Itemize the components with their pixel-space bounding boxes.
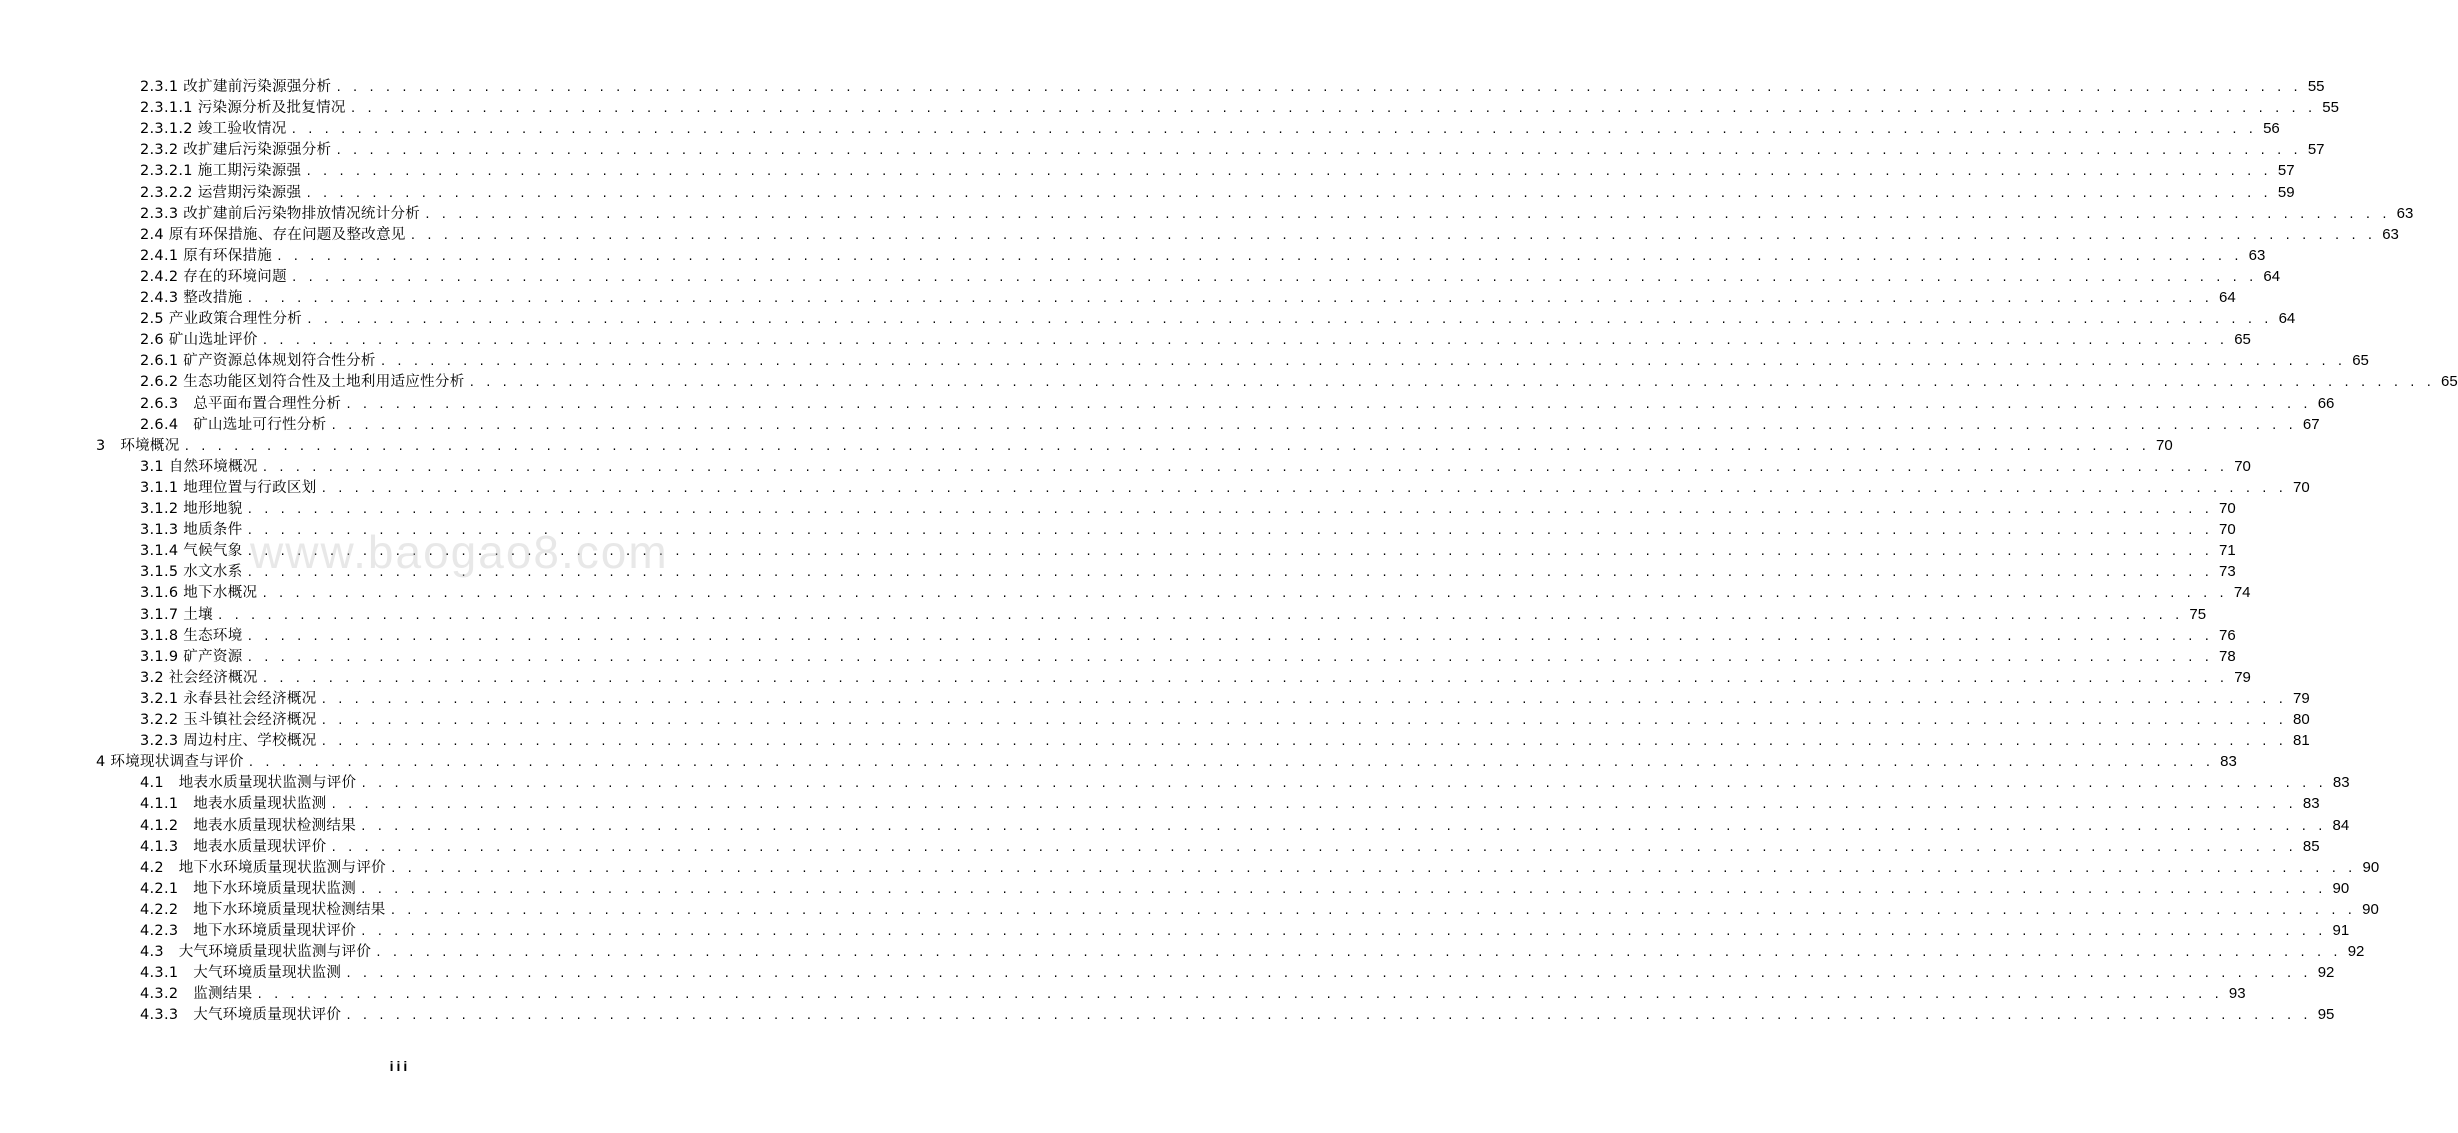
toc-entry-title: 2.6 矿山选址评价: [140, 332, 258, 349]
toc-entry-page: 71: [2219, 542, 2236, 560]
watermark: www.baogao8.com: [250, 526, 669, 578]
toc-entry-title: 2.4.1 原有环保措施: [140, 247, 273, 264]
toc-entry-page: 85: [2302, 837, 2320, 855]
toc-entry[interactable]: [140, 309, 2296, 329]
toc-entry[interactable]: [140, 562, 2236, 582]
toc-entry-title: 4.1.3 地表水质量现状评价: [140, 838, 327, 855]
toc-leader-dots: . . . . . . . . . . . . . . . . . . . . . . . . . . . . . . . . . . . . . . . . . . . . . . . . . . . . . . . . . . . . . . . . . . . . . . . . . . . . . . . . . . . . . . . . . . . . . . . . . . . . . . . . . . . . . . . . . . . . . . . .: [360, 819, 2326, 833]
toc-leader-dots: . . . . . . . . . . . . . . . . . . . . . . . . . . . . . . . . . . . . . . . . . . . . . . . . . . . . . . . . . . . . . . . . . . . . . . . . . . . . . . . . . . . . . . . . . . . . . . . . . . . . . . . . . . . . . . . . . . . . . . . .: [305, 186, 2271, 200]
toc-entry[interactable]: [140, 668, 2251, 688]
toc-entry[interactable]: [140, 267, 2281, 287]
toc-entry-page: 55: [2322, 99, 2339, 117]
toc-entry-title: 4.1.2 地表水质量现状检测结果: [140, 817, 356, 834]
toc-leader-dots: . . . . . . . . . . . . . . . . . . . . . . . . . . . . . . . . . . . . . . . . . . . . . . . . . . . . . . . . . . . . . . . . . . . . . . . . . . . . . . . . . . . . . . . . . . . . . . . . . . . . . . . . . . . . . . . . . . . . . . . .: [360, 925, 2326, 938]
toc-entry-title: 3.1.3 地质条件: [140, 522, 243, 539]
toc-entry-title: 2.6.3 总平面布置合理性分析: [140, 395, 342, 412]
toc-leader-dots: . . . . . . . . . . . . . . . . . . . . . . . . . . . . . . . . . . . . . . . . . . . . . . . . . . . . . . . . . . . . . . . . . . . . . . . . . . . . . . . . . . . . . . . . . . . . . . . . . . . . . . . . . . . . . . . . . . . . . . . .: [216, 608, 2183, 622]
toc-entry[interactable]: [96, 436, 2173, 456]
toc-entry-title: 3.1.9 矿产资源: [140, 648, 243, 665]
toc-entry[interactable]: [140, 119, 2280, 139]
toc-entry[interactable]: [140, 1005, 2335, 1025]
toc-entry[interactable]: [140, 605, 2207, 625]
toc-entry[interactable]: [140, 689, 2310, 709]
toc-entry-title: 2.4.2 存在的环境问题: [140, 268, 287, 285]
toc-entry[interactable]: [140, 98, 2339, 118]
toc-leader-dots: . . . . . . . . . . . . . . . . . . . . . . . . . . . . . . . . . . . . . . . . . . . . . . . . . . . . . . . . . . . . . . . . . . . . . . . . . . . . . . . . . . . . . . . . . . . . . . . . . . . . . . . . . . . . . . . . . . . . . . . .: [246, 292, 2212, 305]
toc-entry-title: 2.4 原有环保措施、存在问题及整改意见: [140, 226, 406, 243]
toc-entry-title: 4.2 地下水环境质量现状监测与评价: [140, 859, 386, 876]
toc-entry[interactable]: [140, 457, 2251, 477]
toc-entry[interactable]: [140, 520, 2236, 540]
toc-leader-dots: . . . . . . . . . . . . . . . . . . . . . . . . . . . . . . . . . . . . . . . . . . . . . . . . . . . . . . . . . . . . . . . . . . . . . . . . . . . . . . . . . . . . . . . . . . . . . . . . . . . . . . . . . . . . . . . . . . . . . . . .: [335, 144, 2301, 158]
toc-leader-dots: . . . . . . . . . . . . . . . . . . . . . . . . . . . . . . . . . . . . . . . . . . . . . . . . . . . . . . . . . . . . . . . . . . . . . . . . . . . . . . . . . . . . . . . . . . . . . . . . . . . . . . . . . . . . . . . . . . . . . . . .: [246, 629, 2212, 643]
toc-entry-page: 83: [2332, 774, 2350, 792]
toc-entry[interactable]: [140, 773, 2350, 793]
toc-entry-page: 55: [2307, 78, 2325, 95]
toc-leader-dots: . . . . . . . . . . . . . . . . . . . . . . . . . . . . . . . . . . . . . . . . . . . . . . . . . . . . . . . . . . . . . . . . . . . . . . . . . . . . . . . . . . . . . . . . . . . . . . . . . . . . . . . . . . . . . . . . . . . . . . . .: [379, 355, 2345, 369]
toc-leader-dots: . . . . . . . . . . . . . . . . . . . . . . . . . . . . . . . . . . . . . . . . . . . . . . . . . . . . . . . . . . . . . . . . . . . . . . . . . . . . . . . . . . . . . . . . . . . . . . . . . . . . . . . . . . . . . . . . . . . . . . . .: [320, 714, 2286, 727]
toc-entry[interactable]: [140, 246, 2266, 266]
toc-entry[interactable]: [140, 984, 2246, 1004]
toc-leader-dots: . . . . . . . . . . . . . . . . . . . . . . . . . . . . . . . . . . . . . . . . . . . . . . . . . . . . . . . . . . . . . . . . . . . . . . . . . . . . . . . . . . . . . . . . . . . . . . . . . . . . . . . . . . . . . . . . . . . . . . . .: [247, 756, 2213, 770]
toc-entry[interactable]: [140, 288, 2236, 308]
toc-entry-page: 64: [2263, 267, 2281, 285]
toc-entry-title: 3.2 社会经济概况: [140, 669, 258, 686]
toc-entry[interactable]: [140, 204, 2414, 224]
toc-entry[interactable]: [140, 583, 2251, 603]
toc-entry-title: 4.3.2 监测结果: [140, 986, 253, 1003]
toc-leader-dots: . . . . . . . . . . . . . . . . . . . . . . . . . . . . . . . . . . . . . . . . . . . . . . . . . . . . . . . . . . . . . . . . . . . . . . . . . . . . . . . . . . . . . . . . . . . . . . . . . . . . . . . . . . . . . . . . . . . . . . . .: [320, 735, 2286, 749]
toc-entry[interactable]: [140, 794, 2320, 814]
toc-entry-page: 66: [2317, 394, 2335, 412]
toc-entry[interactable]: [140, 140, 2325, 160]
toc-leader-dots: . . . . . . . . . . . . . . . . . . . . . . . . . . . . . . . . . . . . . . . . . . . . . . . . . . . . . . . . . . . . . . . . . . . . . . . . . . . . . . . . . . . . . . . . . . . . . . . . . . . . . . . . . . . . . . . . . . . . . . . .: [345, 397, 2311, 411]
toc-entry-page: 63: [2248, 246, 2266, 264]
toc-entry-page: 70: [2293, 478, 2310, 496]
toc-entry-title: 2.3.1.2 竣工验收情况: [140, 121, 287, 138]
toc-entry-title: 2.6.2 生态功能区划符合性及土地利用适应性分析: [140, 374, 465, 391]
toc-entry-title: 3.1.4 气候气象: [140, 543, 243, 560]
toc-entry-page: 80: [2293, 711, 2310, 728]
toc-entry[interactable]: [140, 626, 2236, 646]
toc-entry-title: 2.3.2.2 运营期污染源强: [140, 184, 302, 201]
toc-entry-title: 4.3.1 大气环境质量现状监测: [140, 965, 342, 982]
toc-entry-title: 2.4.3 整改措施: [140, 290, 243, 306]
toc-entry-title: 2.6.4 矿山选址可行性分析: [140, 416, 327, 433]
toc-leader-dots: . . . . . . . . . . . . . . . . . . . . . . . . . . . . . . . . . . . . . . . . . . . . . . . . . . . . . . . . . . . . . . . . . . . . . . . . . . . . . . . . . . . . . . . . . . . . . . . . . . . . . . . . . . . . . . . . . . . . . . . .: [468, 376, 2434, 390]
toc-entry-page: 70: [2219, 521, 2236, 539]
toc-entry[interactable]: [140, 942, 2365, 962]
toc-entry[interactable]: [140, 499, 2236, 519]
toc-entry-title: 2.5 产业政策合理性分析: [140, 311, 303, 328]
toc-entry[interactable]: [96, 752, 2237, 772]
toc-entry-title: 2.6.1 矿产资源总体规划符合性分析: [140, 353, 376, 370]
toc-leader-dots: . . . . . . . . . . . . . . . . . . . . . . . . . . . . . . . . . . . . . . . . . . . . . . . . . . . . . . . . . . . . . . . . . . . . . . . . . . . . . . . . . . . . . . . . . . . . . . . . . . . . . . . . . . . . . . . . . . . . . . . .: [375, 946, 2341, 960]
toc-leader-dots: . . . . . . . . . . . . . . . . . . . . . . . . . . . . . . . . . . . . . . . . . . . . . . . . . . . . . . . . . . . . . . . . . . . . . . . . . . . . . . . . . . . . . . . . . . . . . . . . . . . . . . . . . . . . . . . . . . . . . . . .: [261, 671, 2227, 685]
toc-entry-page: 73: [2219, 563, 2236, 581]
toc-leader-dots: . . . . . . . . . . . . . . . . . . . . . . . . . . . . . . . . . . . . . . . . . . . . . . . . . . . . . . . . . . . . . . . . . . . . . . . . . . . . . . . . . . . . . . . . . . . . . . . . . . . . . . . . . . . . . . . . . . . . . . . .: [335, 81, 2301, 94]
toc-entry[interactable]: [140, 394, 2335, 414]
toc-leader-dots: . . . . . . . . . . . . . . . . . . . . . . . . . . . . . . . . . . . . . . . . . . . . . . . . . . . . . . . . . . . . . . . . . . . . . . . . . . . . . . . . . . . . . . . . . . . . . . . . . . . . . . . . . . . . . . . . . . . . . . . .: [409, 228, 2375, 242]
toc-leader-dots: . . . . . . . . . . . . . . . . . . . . . . . . . . . . . . . . . . . . . . . . . . . . . . . . . . . . . . . . . . . . . . . . . . . . . . . . . . . . . . . . . . . . . . . . . . . . . . . . . . . . . . . . . . . . . . . . . . . . . . . .: [306, 313, 2272, 327]
toc-entry[interactable]: [140, 731, 2310, 751]
toc-entry[interactable]: [140, 900, 2379, 920]
toc-entry-page: 93: [2228, 985, 2246, 1003]
toc-entry-title: 3.1.7 土壤: [140, 606, 213, 623]
toc-entry[interactable]: [140, 541, 2236, 561]
toc-entry-page: 65: [2441, 373, 2458, 391]
toc-entry[interactable]: [140, 837, 2320, 857]
toc-entry-title: 3.1 自然环境概况: [140, 458, 258, 475]
toc-leader-dots: . . . . . . . . . . . . . . . . . . . . . . . . . . . . . . . . . . . . . . . . . . . . . . . . . . . . . . . . . . . . . . . . . . . . . . . . . . . . . . . . . . . . . . . . . . . . . . . . . . . . . . . . . . . . . . . . . . . . . . . .: [246, 545, 2212, 559]
toc-entry-title: 4.2.1 地下水环境质量现状监测: [140, 880, 356, 897]
toc-entry[interactable]: [140, 330, 2251, 350]
toc-entry-title: 3.1.8 生态环境: [140, 627, 243, 644]
page-number: iii: [389, 1058, 411, 1074]
toc-entry-page: 59: [2277, 183, 2295, 201]
toc-leader-dots: . . . . . . . . . . . . . . . . . . . . . . . . . . . . . . . . . . . . . . . . . . . . . . . . . . . . . . . . . . . . . . . . . . . . . . . . . . . . . . . . . . . . . . . . . . . . . . . . . . . . . . . . . . . . . . . . . . . . . . . .: [290, 123, 2256, 137]
toc-entry-page: 92: [2317, 964, 2335, 982]
toc-entry-page: 78: [2219, 647, 2236, 665]
toc-entry-page: 76: [2219, 626, 2236, 644]
toc-entry-page: 84: [2332, 816, 2350, 834]
toc-entry-title: 3.1.2 地形地貌: [140, 501, 243, 517]
toc-leader-dots: . . . . . . . . . . . . . . . . . . . . . . . . . . . . . . . . . . . . . . . . . . . . . . . . . . . . . . . . . . . . . . . . . . . . . . . . . . . . . . . . . . . . . . . . . . . . . . . . . . . . . . . . . . . . . . . . . . . . . . . .: [290, 270, 2257, 284]
toc-entry-title: 4.2.2 地下水环境质量现状检测结果: [140, 901, 386, 918]
toc-entry-page: 75: [2189, 605, 2207, 623]
toc-entry-title: 2.3.1 改扩建前污染源强分析: [140, 79, 332, 95]
toc-leader-dots: . . . . . . . . . . . . . . . . . . . . . . . . . . . . . . . . . . . . . . . . . . . . . . . . . . . . . . . . . . . . . . . . . . . . . . . . . . . . . . . . . . . . . . . . . . . . . . . . . . . . . . . . . . . . . . . . . . . . . . . .: [360, 882, 2326, 896]
toc-entry-title: 2.3.2.1 施工期污染源强: [140, 163, 302, 180]
toc-leader-dots: . . . . . . . . . . . . . . . . . . . . . . . . . . . . . . . . . . . . . . . . . . . . . . . . . . . . . . . . . . . . . . . . . . . . . . . . . . . . . . . . . . . . . . . . . . . . . . . . . . . . . . . . . . . . . . . . . . . . . . . .: [246, 650, 2212, 664]
toc-entry-title: 3 环境概况: [96, 437, 180, 454]
toc-entry-page: 70: [2219, 500, 2236, 517]
toc-leader-dots: . . . . . . . . . . . . . . . . . . . . . . . . . . . . . . . . . . . . . . . . . . . . . . . . . . . . . . . . . . . . . . . . . . . . . . . . . . . . . . . . . . . . . . . . . . . . . . . . . . . . . . . . . . . . . . . . . . . . . . . .: [345, 967, 2311, 981]
toc-leader-dots: . . . . . . . . . . . . . . . . . . . . . . . . . . . . . . . . . . . . . . . . . . . . . . . . . . . . . . . . . . . . . . . . . . . . . . . . . . . . . . . . . . . . . . . . . . . . . . . . . . . . . . . . . . . . . . . . . . . . . . . .: [261, 334, 2227, 348]
toc-entry-title: 3.1.5 水文水系: [140, 564, 243, 581]
toc-entry-page: 81: [2293, 732, 2310, 750]
toc-leader-dots: . . . . . . . . . . . . . . . . . . . . . . . . . . . . . . . . . . . . . . . . . . . . . . . . . . . . . . . . . . . . . . . . . . . . . . . . . . . . . . . . . . . . . . . . . . . . . . . . . . . . . . . . . . . . . . . . . . . . . . . .: [360, 777, 2326, 791]
toc-leader-dots: . . . . . . . . . . . . . . . . . . . . . . . . . . . . . . . . . . . . . . . . . . . . . . . . . . . . . . . . . . . . . . . . . . . . . . . . . . . . . . . . . . . . . . . . . . . . . . . . . . . . . . . . . . . . . . . . . . . . . . . .: [389, 861, 2356, 875]
toc-entry-page: 56: [2263, 120, 2280, 138]
toc-entry[interactable]: [140, 710, 2310, 730]
toc-leader-dots: . . . . . . . . . . . . . . . . . . . . . . . . . . . . . . . . . . . . . . . . . . . . . . . . . . . . . . . . . . . . . . . . . . . . . . . . . . . . . . . . . . . . . . . . . . . . . . . . . . . . . . . . . . . . . . . . . . . . . . . .: [330, 798, 2296, 812]
toc-leader-dots: . . . . . . . . . . . . . . . . . . . . . . . . . . . . . . . . . . . . . . . . . . . . . . . . . . . . . . . . . . . . . . . . . . . . . . . . . . . . . . . . . . . . . . . . . . . . . . . . . . . . . . . . . . . . . . . . . . . . . . . .: [330, 840, 2296, 854]
toc-leader-dots: . . . . . . . . . . . . . . . . . . . . . . . . . . . . . . . . . . . . . . . . . . . . . . . . . . . . . . . . . . . . . . . . . . . . . . . . . . . . . . . . . . . . . . . . . . . . . . . . . . . . . . . . . . . . . . . . . . . . . . . .: [345, 1009, 2311, 1023]
toc-entry-title: 4.1 地表水质量现状监测与评价: [140, 775, 357, 792]
toc-leader-dots: . . . . . . . . . . . . . . . . . . . . . . . . . . . . . . . . . . . . . . . . . . . . . . . . . . . . . . . . . . . . . . . . . . . . . . . . . . . . . . . . . . . . . . . . . . . . . . . . . . . . . . . . . . . . . . . . . . . . . . . .: [256, 988, 2222, 1002]
toc-entry[interactable]: [140, 858, 2380, 878]
toc-entry-title: 4 环境现状调查与评价: [96, 754, 244, 771]
toc-entry-page: 79: [2293, 689, 2310, 707]
toc-leader-dots: . . . . . . . . . . . . . . . . . . . . . . . . . . . . . . . . . . . . . . . . . . . . . . . . . . . . . . . . . . . . . . . . . . . . . . . . . . . . . . . . . . . . . . . . . . . . . . . . . . . . . . . . . . . . . . . . . . . . . . . .: [276, 249, 2242, 263]
toc-entry-title: 3.2.1 永春县社会经济概况: [140, 690, 317, 707]
toc-entry-title: 3.1.1 地理位置与行政区划: [140, 479, 317, 496]
toc-entry[interactable]: [140, 225, 2399, 245]
toc-entry[interactable]: [140, 963, 2335, 983]
toc-entry-page: 64: [2278, 310, 2296, 328]
toc-leader-dots: . . . . . . . . . . . . . . . . . . . . . . . . . . . . . . . . . . . . . . . . . . . . . . . . . . . . . . . . . . . . . . . . . . . . . . . . . . . . . . . . . . . . . . . . . . . . . . . . . . . . . . . . . . . . . . . . . . . . . . . .: [246, 524, 2212, 538]
toc-entry-page: 57: [2277, 162, 2295, 180]
toc-entry-page: 74: [2233, 584, 2251, 602]
toc-entry[interactable]: [140, 351, 2369, 371]
toc-entry-page: 64: [2219, 289, 2236, 306]
toc-entry-page: 95: [2317, 1006, 2335, 1024]
toc-entry-page: 83: [2220, 753, 2237, 771]
toc-entry-page: 57: [2307, 141, 2325, 159]
toc-leader-dots: . . . . . . . . . . . . . . . . . . . . . . . . . . . . . . . . . . . . . . . . . . . . . . . . . . . . . . . . . . . . . . . . . . . . . . . . . . . . . . . . . . . . . . . . . . . . . . . . . . . . . . . . . . . . . . . . . . . . . . . .: [389, 903, 2355, 917]
toc-entry-title: 3.2.2 玉斗镇社会经济概况: [140, 712, 317, 728]
toc-entry[interactable]: [140, 372, 2458, 392]
toc-entry-title: 2.3.1.1 污染源分析及批复情况: [140, 100, 346, 117]
toc-entry-title: 2.3.2 改扩建后污染源强分析: [140, 142, 332, 159]
toc-entry-title: 3.1.6 地下水概况: [140, 585, 258, 602]
toc-entry[interactable]: [140, 816, 2350, 836]
toc-entry-page: 92: [2347, 943, 2365, 961]
toc-leader-dots: . . . . . . . . . . . . . . . . . . . . . . . . . . . . . . . . . . . . . . . . . . . . . . . . . . . . . . . . . . . . . . . . . . . . . . . . . . . . . . . . . . . . . . . . . . . . . . . . . . . . . . . . . . . . . . . . . . . . . . . .: [320, 692, 2286, 706]
toc-entry-page: 63: [2382, 225, 2399, 243]
toc-entry-page: 67: [2302, 415, 2320, 433]
toc-entry-page: 83: [2302, 795, 2320, 813]
toc-leader-dots: . . . . . . . . . . . . . . . . . . . . . . . . . . . . . . . . . . . . . . . . . . . . . . . . . . . . . . . . . . . . . . . . . . . . . . . . . . . . . . . . . . . . . . . . . . . . . . . . . . . . . . . . . . . . . . . . . . . . . . . .: [183, 439, 2149, 453]
toc-entry[interactable]: [140, 415, 2320, 435]
toc-entry-page: 70: [2156, 436, 2173, 454]
toc-entry-page: 90: [2362, 900, 2379, 918]
toc-leader-dots: . . . . . . . . . . . . . . . . . . . . . . . . . . . . . . . . . . . . . . . . . . . . . . . . . . . . . . . . . . . . . . . . . . . . . . . . . . . . . . . . . . . . . . . . . . . . . . . . . . . . . . . . . . . . . . . . . . . . . . . .: [424, 207, 2390, 221]
toc-leader-dots: . . . . . . . . . . . . . . . . . . . . . . . . . . . . . . . . . . . . . . . . . . . . . . . . . . . . . . . . . . . . . . . . . . . . . . . . . . . . . . . . . . . . . . . . . . . . . . . . . . . . . . . . . . . . . . . . . . . . . . . .: [261, 460, 2227, 474]
toc-entry-page: 70: [2234, 457, 2251, 475]
toc-leader-dots: . . . . . . . . . . . . . . . . . . . . . . . . . . . . . . . . . . . . . . . . . . . . . . . . . . . . . . . . . . . . . . . . . . . . . . . . . . . . . . . . . . . . . . . . . . . . . . . . . . . . . . . . . . . . . . . . . . . . . . . .: [261, 587, 2227, 601]
toc-leader-dots: . . . . . . . . . . . . . . . . . . . . . . . . . . . . . . . . . . . . . . . . . . . . . . . . . . . . . . . . . . . . . . . . . . . . . . . . . . . . . . . . . . . . . . . . . . . . . . . . . . . . . . . . . . . . . . . . . . . . . . . .: [246, 503, 2212, 516]
toc-leader-dots: . . . . . . . . . . . . . . . . . . . . . . . . . . . . . . . . . . . . . . . . . . . . . . . . . . . . . . . . . . . . . . . . . . . . . . . . . . . . . . . . . . . . . . . . . . . . . . . . . . . . . . . . . . . . . . . . . . . . . . . .: [320, 481, 2286, 495]
toc-entry-title: 2.3.3 改扩建前后污染物排放情况统计分析: [140, 205, 421, 222]
toc-entry-title: 4.1.1 地表水质量现状监测: [140, 796, 327, 813]
toc-entry[interactable]: [140, 879, 2350, 899]
toc-leader-dots: . . . . . . . . . . . . . . . . . . . . . . . . . . . . . . . . . . . . . . . . . . . . . . . . . . . . . . . . . . . . . . . . . . . . . . . . . . . . . . . . . . . . . . . . . . . . . . . . . . . . . . . . . . . . . . . . . . . . . . . .: [246, 566, 2212, 580]
toc-entry-page: 63: [2396, 204, 2414, 222]
toc-entry[interactable]: [140, 161, 2295, 181]
toc-entry-page: 90: [2332, 879, 2350, 897]
toc-entry[interactable]: [140, 77, 2325, 97]
toc-entry[interactable]: [140, 478, 2310, 498]
toc-leader-dots: . . . . . . . . . . . . . . . . . . . . . . . . . . . . . . . . . . . . . . . . . . . . . . . . . . . . . . . . . . . . . . . . . . . . . . . . . . . . . . . . . . . . . . . . . . . . . . . . . . . . . . . . . . . . . . . . . . . . . . . .: [349, 102, 2315, 116]
toc-entry-title: 4.3 大气环境质量现状监测与评价: [140, 944, 372, 961]
toc-entry[interactable]: [140, 647, 2236, 667]
toc-entry-page: 79: [2234, 668, 2251, 686]
toc-entry-page: 90: [2362, 858, 2380, 876]
toc-leader-dots: . . . . . . . . . . . . . . . . . . . . . . . . . . . . . . . . . . . . . . . . . . . . . . . . . . . . . . . . . . . . . . . . . . . . . . . . . . . . . . . . . . . . . . . . . . . . . . . . . . . . . . . . . . . . . . . . . . . . . . . .: [305, 165, 2271, 179]
toc-entry-title: 3.2.3 周边村庄、学校概况: [140, 733, 317, 750]
toc-entry-page: 65: [2234, 331, 2251, 349]
toc-entry-page: 65: [2352, 352, 2369, 370]
toc-entry[interactable]: [140, 921, 2350, 941]
toc-entry-title: 4.3.3 大气环境质量现状评价: [140, 1007, 342, 1024]
toc-entry-page: 91: [2332, 922, 2350, 939]
toc-leader-dots: . . . . . . . . . . . . . . . . . . . . . . . . . . . . . . . . . . . . . . . . . . . . . . . . . . . . . . . . . . . . . . . . . . . . . . . . . . . . . . . . . . . . . . . . . . . . . . . . . . . . . . . . . . . . . . . . . . . . . . . .: [330, 418, 2296, 432]
toc-entry[interactable]: [140, 183, 2295, 203]
toc-entry-title: 4.2.3 地下水环境质量现状评价: [140, 923, 356, 939]
